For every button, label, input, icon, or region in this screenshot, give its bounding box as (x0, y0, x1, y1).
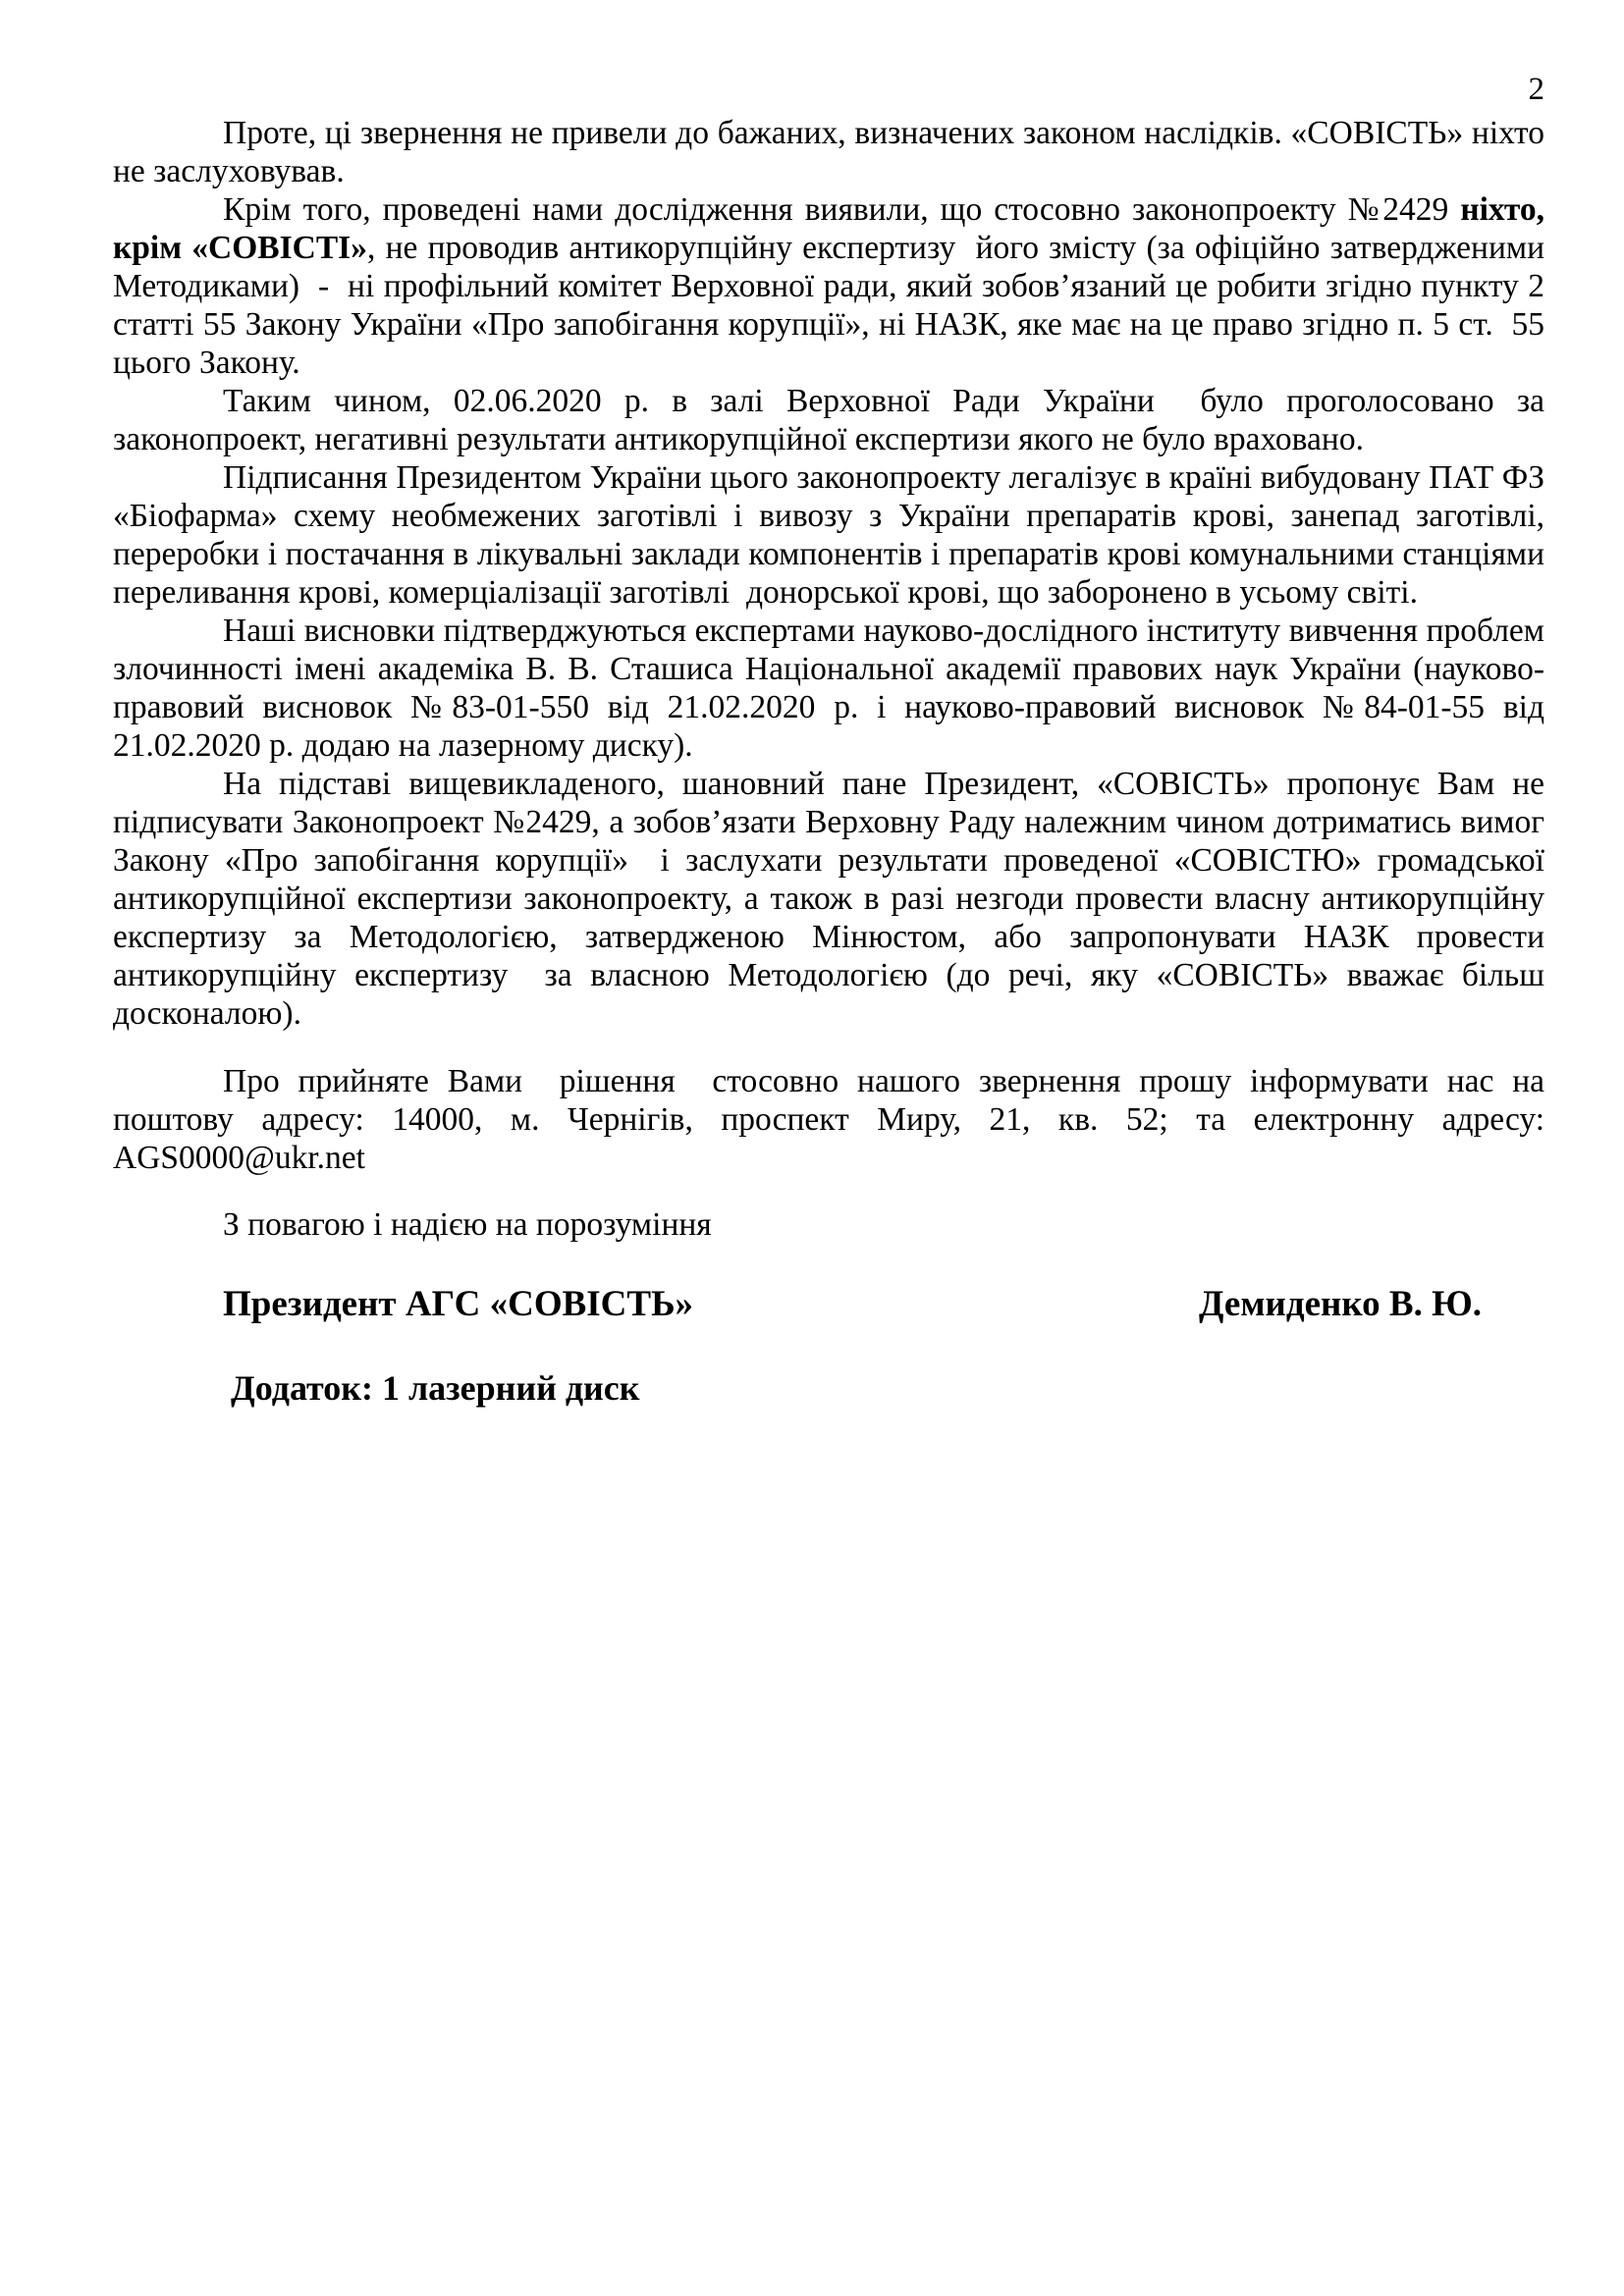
signature-title: Президент АГС «СОВІСТЬ» (223, 1284, 694, 1324)
text-segment: На підставі вищевикладеного, шановний пане Президент, «СОВІСТЬ» пропонує Вам не підписувати Законопроект №2429, а зобов’язати Верховну Раду належним чином дотриматись вимог Закону «Про запобігання корупції» і заслухати результати проведеної «СОВІСТЮ» громадської антикорупційної експертизи законопроекту, а також в разі незгоди провести власну антикорупційну експертизу за Методологією, затвердженою Мінюстом, або запропонувати НАЗК провести антикорупційну експертизу за власною Методологією (до речі, яку «СОВІСТЬ» вважає більш досконалою). (113, 766, 1544, 1032)
text-segment: Проте, ці звернення не привели до бажаних, визначених законом наслідків. «СОВІСТЬ» ніхто не заслуховував. (113, 115, 1544, 189)
paragraph-signing-consequences (113, 458, 1544, 612)
text-segment: Таким чином, 02.06.2020 р. в залі Верховної Ради України було проголосовано за законопроект, негативні результати антикорупційної експертизи якого не було враховано. (113, 383, 1544, 457)
paragraph-expert-confirmation (113, 612, 1544, 765)
attachment-note: Додаток: 1 лазерний диск (231, 1368, 640, 1408)
paragraph-request-not-to-sign (113, 765, 1544, 1033)
paragraph-vote-result (113, 382, 1544, 458)
text-segment: Підписання Президентом України цього законопроекту легалізує в країні вибудовану ПАТ ФЗ «Біофарма» схему необмежених заготівлі і вивозу з України препаратів крові, занепад заготівлі, переробки і постачання в лікувальні заклади компонентів і препаратів крові комунальними станціями переливання крові, комерціалізації заготівлі донорської крові, що заборонено в усьому світі. (113, 459, 1544, 611)
text-segment: Про прийняте Вами рішення стосовно нашого звернення прошу інформувати нас на поштову адресу: 14000, м. Чернігів, проспект Миру, 21, кв. 52; та електронну адресу: (113, 1063, 1544, 1138)
paragraph-appeals-ignored (113, 114, 1544, 190)
text-segment: Крім того, проведені нами дослідження виявили, що стосовно законопроекту №2429 (223, 191, 1461, 228)
paragraph-expertise-findings (113, 190, 1544, 382)
letter-body (113, 114, 1544, 1409)
signature-name: Демиденко В. Ю. (1199, 1284, 1482, 1324)
email-address: AGS0000@ukr.net (113, 1140, 365, 1176)
closing-salutation: З повагою і надією на порозуміння (223, 1206, 712, 1243)
signature-block (113, 1283, 1544, 1326)
bold-emphasis: ніхто, крім «СОВІСТІ» (113, 191, 1544, 266)
text-segment: Наші висновки підтверджуються експертами науково-дослідного інституту вивчення проблем злочинності імені академіка В. В. Сташиса Національної академії правових наук України (науково-правовий висновок №83-01-550 від 21.02.2020 р. і науково-правовий висновок №84-01-55 від 21.02.2020 р. додаю на лазерному диску). (113, 613, 1544, 764)
text-segment: , не проводив антикорупційну експертизу його змісту (за офіційно затвердженими Методиками) - ні профільний комітет Верховної ради, який зобов’язаний це робити згідно пункту 2 статті 55 Закону України «Про запобігання корупції», ні НАЗК, яке має на це право згідно п. 5 ст. 55 цього Закону. (113, 230, 1545, 381)
page-number: 2 (1528, 72, 1544, 107)
paragraph-contact-info (113, 1062, 1544, 1177)
